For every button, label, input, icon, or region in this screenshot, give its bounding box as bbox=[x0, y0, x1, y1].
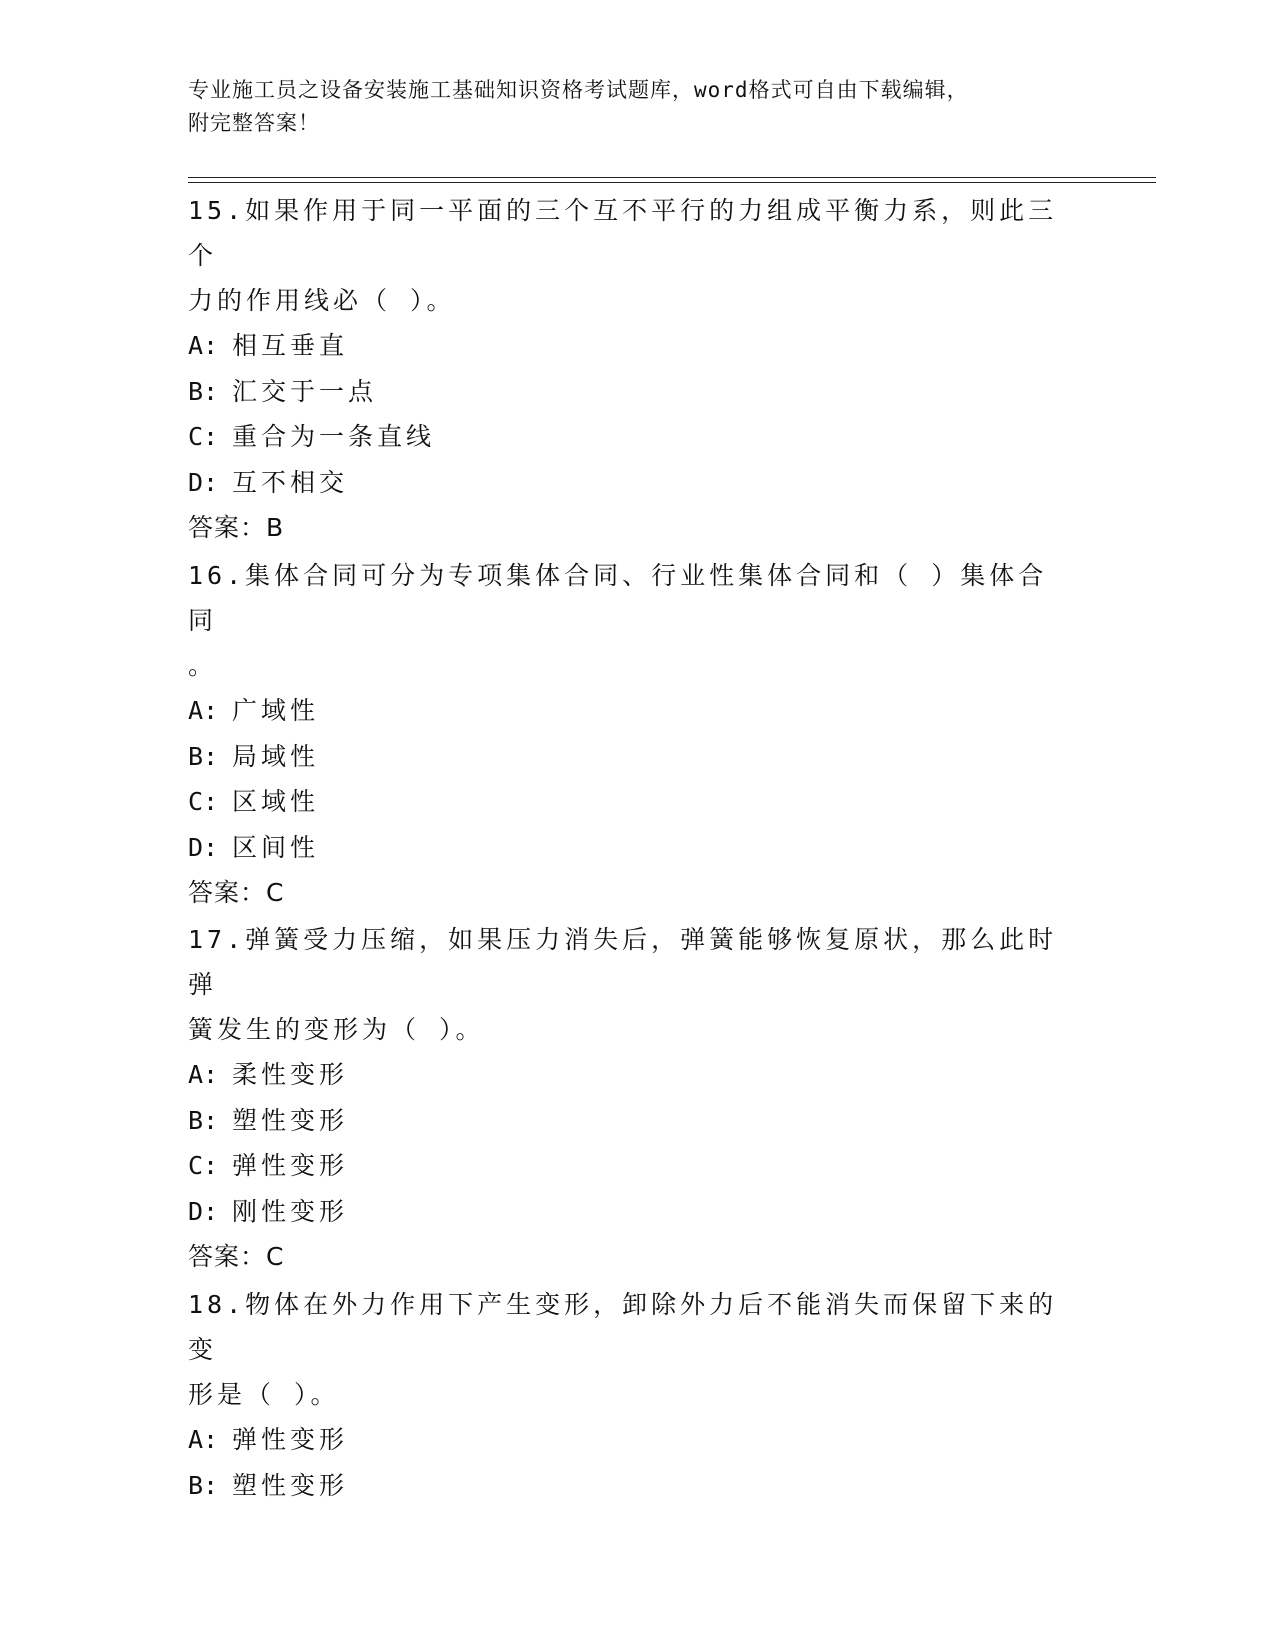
question-15 bbox=[188, 188, 1068, 550]
question-stem-line-1: 16.集体合同可分为专项集体合同、行业性集体合同和（ ）集体合同 bbox=[188, 561, 1048, 635]
option-letter: B: bbox=[188, 741, 219, 771]
option-text: 局域性 bbox=[232, 741, 320, 771]
header-divider-bottom bbox=[188, 182, 1156, 183]
question-18 bbox=[188, 1282, 1068, 1508]
question-stem-line-1: 15.如果作用于同一平面的三个互不平行的力组成平衡力系，则此三个 bbox=[188, 196, 1058, 270]
option-text: 塑性变形 bbox=[232, 1105, 349, 1135]
question-stem-line-1: 18.物体在外力作用下产生变形，卸除外力后不能消失而保留下来的变 bbox=[188, 1290, 1058, 1364]
question-stem-line-2: 。 bbox=[188, 651, 218, 680]
option-a bbox=[188, 688, 1068, 734]
option-letter: D: bbox=[188, 467, 219, 497]
option-b bbox=[188, 1098, 1068, 1144]
option-letter: B: bbox=[188, 1470, 219, 1500]
option-letter: A: bbox=[188, 696, 219, 725]
option-text: 刚性变形 bbox=[232, 1196, 349, 1226]
option-text: 塑性变形 bbox=[232, 1470, 349, 1500]
option-a bbox=[188, 1417, 1068, 1463]
option-d bbox=[188, 460, 1068, 506]
option-a bbox=[188, 323, 1068, 369]
option-letter: B: bbox=[188, 1105, 219, 1135]
option-letter: D: bbox=[188, 1196, 219, 1226]
option-letter: B: bbox=[188, 376, 219, 406]
option-text: 区域性 bbox=[232, 787, 320, 816]
question-stem-line-2: 簧发生的变形为（ ）。 bbox=[188, 1015, 485, 1044]
header-line-2: 附完整答案！ bbox=[188, 111, 320, 135]
question-stem-line-2: 力的作用线必（ ）。 bbox=[188, 286, 456, 315]
option-text: 弹性变形 bbox=[232, 1151, 349, 1180]
question-17 bbox=[188, 917, 1068, 1279]
option-c bbox=[188, 1143, 1068, 1189]
option-b bbox=[188, 734, 1068, 780]
option-letter: A: bbox=[188, 1060, 219, 1089]
option-letter: C: bbox=[188, 422, 219, 451]
option-b bbox=[188, 1463, 1068, 1509]
answer-line: 答案：C bbox=[188, 878, 285, 907]
question-stem-line-1: 17.弹簧受力压缩，如果压力消失后，弹簧能够恢复原状，那么此时弹 bbox=[188, 925, 1058, 999]
option-letter: C: bbox=[188, 1151, 219, 1180]
option-d bbox=[188, 825, 1068, 871]
answer-line: 答案：B bbox=[188, 513, 285, 542]
option-c bbox=[188, 414, 1068, 460]
option-b bbox=[188, 369, 1068, 415]
option-letter: C: bbox=[188, 787, 219, 816]
option-text: 柔性变形 bbox=[232, 1060, 349, 1089]
option-c bbox=[188, 779, 1068, 825]
question-16 bbox=[188, 553, 1068, 915]
option-letter: A: bbox=[188, 331, 219, 360]
option-text: 弹性变形 bbox=[232, 1425, 349, 1454]
option-text: 汇交于一点 bbox=[232, 376, 378, 406]
option-a bbox=[188, 1052, 1068, 1098]
header-divider-top bbox=[188, 177, 1156, 178]
option-d bbox=[188, 1189, 1068, 1235]
option-text: 区间性 bbox=[232, 832, 320, 862]
header-line-1: 专业施工员之设备安装施工基础知识资格考试题库，word格式可自由下载编辑， bbox=[188, 78, 969, 102]
option-text: 相互垂直 bbox=[232, 331, 349, 360]
answer-line: 答案：C bbox=[188, 1242, 285, 1271]
document-header bbox=[188, 74, 1068, 140]
option-text: 广域性 bbox=[232, 696, 320, 725]
option-text: 互不相交 bbox=[232, 467, 349, 497]
option-letter: D: bbox=[188, 832, 219, 862]
question-stem-line-2: 形是（ ）。 bbox=[188, 1380, 340, 1409]
option-text: 重合为一条直线 bbox=[232, 422, 436, 451]
option-letter: A: bbox=[188, 1425, 219, 1454]
